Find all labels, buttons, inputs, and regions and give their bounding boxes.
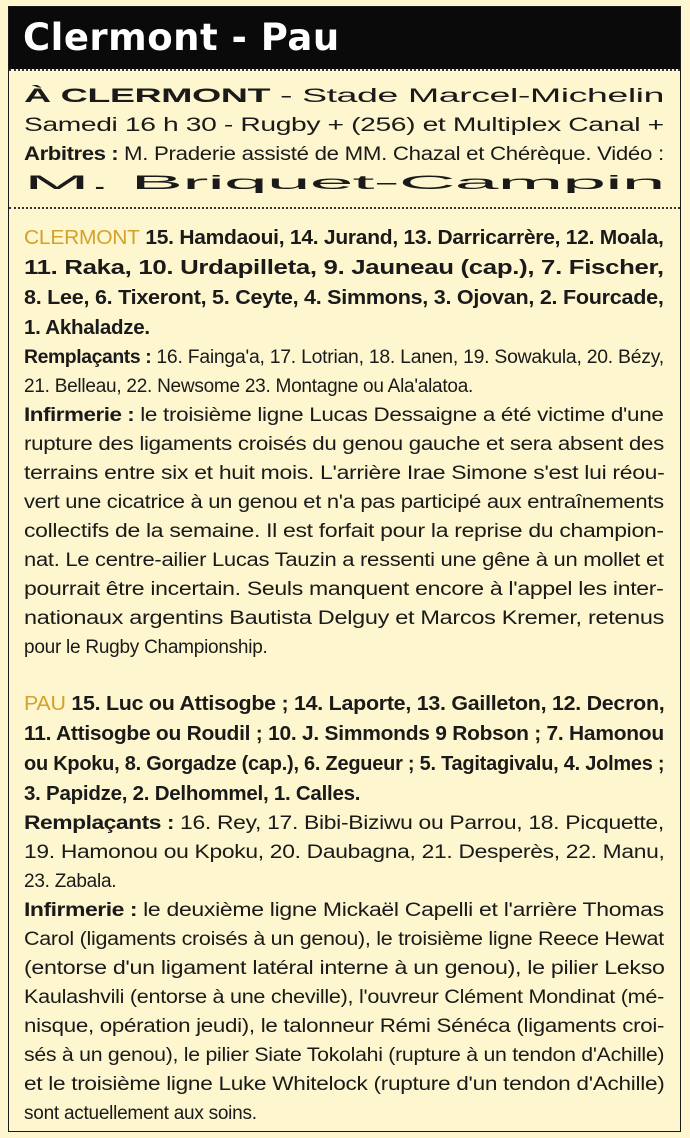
clermont-lineup-text: 15. Hamdaoui, 14. Jurand, 13. Darricarrère, 12. Moala, — [139, 226, 664, 249]
header-bar — [9, 7, 680, 69]
clermont-injury-line: pour le Rugby Championship. — [24, 637, 268, 658]
pau-injury-line: sont actuellement aux soins. — [24, 1103, 257, 1124]
referees-line-2: M. Briquet-Campin — [24, 173, 665, 194]
pau-subs-label: Remplaçants : — [24, 813, 174, 834]
clermont-subs-line — [24, 343, 664, 372]
pau-injury-line: nisque, opération jeudi), le talonneur Rémi Sénéca (ligaments croi- — [24, 1016, 665, 1037]
clermont-injury-line: terrains entre six et huit mois. L'arrière Irae Simone s'est lui réou- — [24, 463, 665, 484]
pau-injury-line: Kaulashvili (entorse à une cheville), l'ouvreur Clément Mondinat (mé- — [24, 987, 665, 1008]
referees-text: M. Praderie assisté de MM. Chazal et Chérèque. Vidéo : — [118, 144, 664, 165]
clermont-subs-line: 21. Belleau, 22. Newsome 23. Montagne ou Ala'alatoa. — [24, 376, 474, 397]
divider — [9, 69, 680, 71]
pau-subs-line: 19. Hamonou ou Kpoku, 20. Daubagna, 21. Desperès, 22. Manu, — [24, 842, 665, 863]
clermont-lineup-line: 11. Raka, 10. Urdapilleta, 9. Jauneau (cap.), 7. Fischer, — [24, 256, 664, 279]
clermont-injury-line: pourrait être incertain. Seuls manquent encore à l'appel les inter- — [24, 579, 664, 600]
clermont-injury-line: rupture des ligaments croisés du genou gauche et sera absent des — [24, 434, 664, 455]
pau-injury-line: sés à un genou), le pilier Siate Tokolahi (rupture à un tendon d'Achille) — [24, 1045, 665, 1066]
pau-subs-text: 16. Rey, 17. Bibi-Biziwu ou Parrou, 18. Picquette, — [173, 813, 664, 834]
clermont-injury-line: nat. Le centre-ailier Lucas Tauzin a ressenti une gêne à un mollet et — [24, 550, 664, 571]
referees-label: Arbitres : — [24, 144, 119, 165]
pau-injury-text: le deuxième ligne Mickaël Capelli et l'arrière Thomas — [137, 900, 664, 921]
clermont-injury-line: nationaux argentins Bautista Delguy et Marcos Kremer, retenus — [24, 608, 665, 629]
pau-injury-line: Carol (ligaments croisés à un genou), le troisième ligne Reece Hewat — [24, 929, 664, 950]
venue-label: À CLERMONT — [24, 86, 271, 107]
clermont-subs-text: 16. Fainga'a, 17. Lotrian, 18. Lanen, 19. Sowakula, 20. Bézy, — [151, 347, 664, 368]
pau-lineup-line — [24, 689, 664, 719]
pau-subs-line — [24, 809, 664, 838]
article-box — [8, 6, 681, 1132]
match-info — [9, 82, 680, 198]
clermont-injury-text: le troisième ligne Lucas Dessaigne a été victime d'une — [134, 405, 664, 426]
pau-team-label: PAU — [24, 692, 66, 715]
referees-line — [24, 140, 664, 169]
page-title: Clermont - Pau — [23, 16, 340, 59]
pau-lineup-line: 3. Papidze, 2. Delhommel, 1. Calles. — [24, 782, 361, 805]
pau-injury-label: Infirmerie : — [24, 900, 138, 921]
clermont-subs-label: Remplaçants : — [24, 347, 152, 368]
pau-lineup-text: 15. Luc ou Attisogbe ; 14. Laporte, 13. Gailleton, 12. Decron, — [65, 692, 665, 715]
clermont-lineup-line — [24, 223, 664, 253]
clermont-section — [9, 223, 680, 662]
broadcast-line: Samedi 16 h 30 - Rugby + (256) et Multiplex Canal + — [24, 115, 664, 136]
clermont-lineup-line: 8. Lee, 6. Tixeront, 5. Ceyte, 4. Simmons, 3. Ojovan, 2. Fourcade, — [24, 286, 664, 309]
pau-section — [9, 689, 680, 1128]
pau-injury-line: (entorse d'un ligament latéral interne à un genou), le pilier Lekso — [24, 958, 665, 979]
venue-line — [24, 82, 664, 111]
pau-injury-line: et le troisième ligne Luke Whitelock (rupture d'un tendon d'Achille) — [24, 1074, 665, 1095]
pau-injury-line — [24, 896, 664, 925]
venue-text: - Stade Marcel-Michelin — [270, 86, 664, 107]
clermont-injury-line: vert une cicatrice à un genou et n'a pas participé aux entraînements — [24, 492, 664, 513]
clermont-injury-line: collectifs de la semaine. Il est forfait pour la reprise du champion- — [24, 521, 664, 542]
clermont-lineup-line: 1. Akhaladze. — [24, 316, 150, 339]
divider — [9, 207, 680, 209]
clermont-team-label: CLERMONT — [24, 226, 140, 249]
pau-lineup-line: 11. Attisogbe ou Roudil ; 10. J. Simmonds 9 Robson ; 7. Hamonou — [24, 722, 664, 745]
clermont-injury-label: Infirmerie : — [24, 405, 135, 426]
pau-lineup-line: ou Kpoku, 8. Gorgadze (cap.), 6. Zegueur ; 5. Tagitagivalu, 4. Jolmes ; — [24, 752, 665, 775]
pau-subs-line: 23. Zabala. — [24, 871, 117, 892]
clermont-injury-line — [24, 401, 664, 430]
